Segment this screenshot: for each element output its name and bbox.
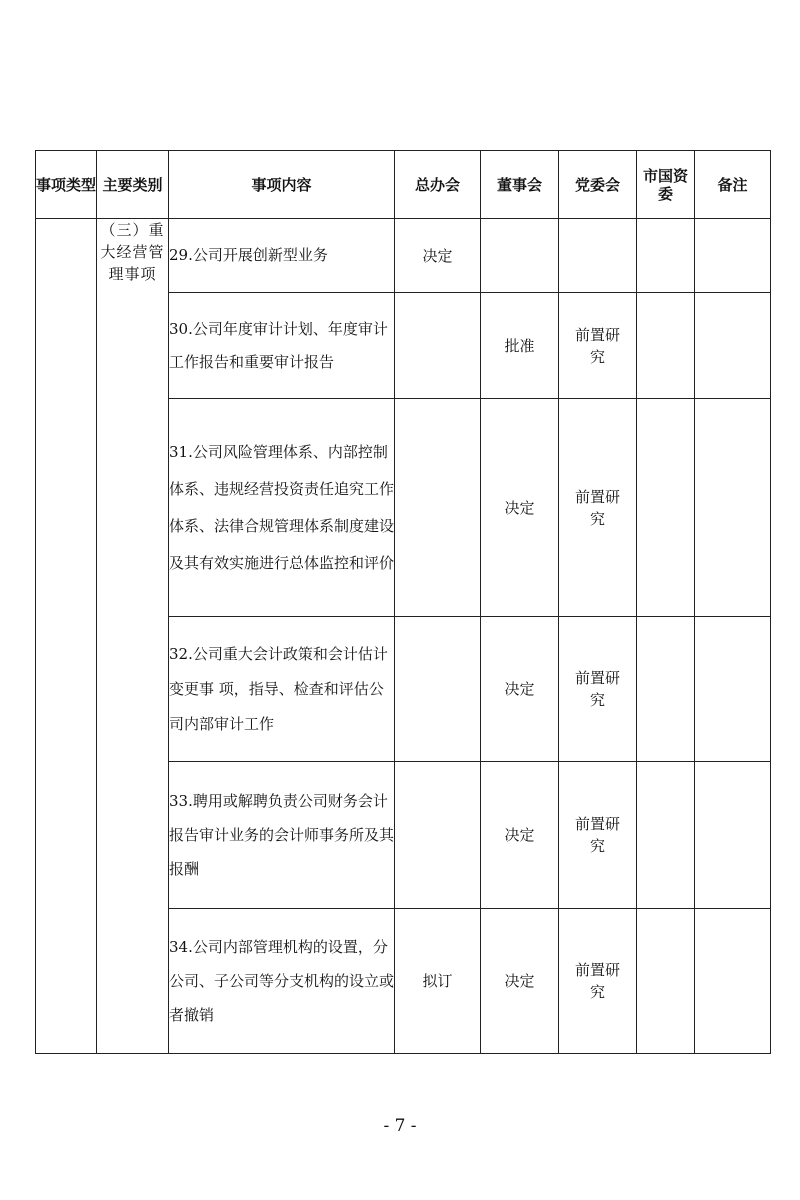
sasac-cell (637, 399, 695, 617)
content-cell: 34.公司内部管理机构的设置，分公司、子公司等分支机构的设立或者撤销 (169, 909, 395, 1054)
header-category: 主要类别 (97, 151, 169, 219)
matters-table (35, 150, 771, 1054)
header-board: 董事会 (481, 151, 559, 219)
header-remarks: 备注 (695, 151, 771, 219)
party-cell: 前置研究 (559, 293, 637, 399)
party-cell (559, 219, 637, 293)
board-cell: 批准 (481, 293, 559, 399)
gm-office-cell (395, 617, 481, 762)
content-cell: 31.公司风险管理体系、内部控制体系、违规经营投资责任追究工作体系、法律合规管理体系制度建设及其有效实施进行总体监控和评价 (169, 399, 395, 617)
sasac-cell (637, 617, 695, 762)
header-gm-office: 总办会 (395, 151, 481, 219)
gm-office-cell: 拟订 (395, 909, 481, 1054)
remarks-cell (695, 617, 771, 762)
board-cell: 决定 (481, 399, 559, 617)
remarks-cell (695, 293, 771, 399)
remarks-cell (695, 219, 771, 293)
party-cell: 前置研究 (559, 399, 637, 617)
header-sasac: 市国资委 (637, 151, 695, 219)
gm-office-cell: 决定 (395, 219, 481, 293)
header-party: 党委会 (559, 151, 637, 219)
party-cell: 前置研究 (559, 762, 637, 909)
board-cell: 决定 (481, 617, 559, 762)
category-cell: （三）重大经营管理事项 (97, 219, 169, 1054)
remarks-cell (695, 762, 771, 909)
table-row (36, 219, 771, 293)
sasac-cell (637, 293, 695, 399)
content-cell: 29.公司开展创新型业务 (169, 219, 395, 293)
type-cell (36, 219, 97, 1054)
party-cell: 前置研究 (559, 617, 637, 762)
remarks-cell (695, 399, 771, 617)
header-row (36, 151, 771, 219)
header-content: 事项内容 (169, 151, 395, 219)
gm-office-cell (395, 762, 481, 909)
gm-office-cell (395, 399, 481, 617)
board-cell: 决定 (481, 909, 559, 1054)
board-cell (481, 219, 559, 293)
sasac-cell (637, 909, 695, 1054)
remarks-cell (695, 909, 771, 1054)
content-cell: 33.聘用或解聘负责公司财务会计报告审计业务的会计师事务所及其报酬 (169, 762, 395, 909)
sasac-cell (637, 762, 695, 909)
content-cell: 32.公司重大会计政策和会计估计变更事 项，指导、检查和评估公司内部审计工作 (169, 617, 395, 762)
board-cell: 决定 (481, 762, 559, 909)
header-type: 事项类型 (36, 151, 97, 219)
content-cell: 30.公司年度审计计划、年度审计工作报告和重要审计报告 (169, 293, 395, 399)
sasac-cell (637, 219, 695, 293)
page-number: - 7 - (383, 1116, 417, 1136)
gm-office-cell (395, 293, 481, 399)
party-cell: 前置研究 (559, 909, 637, 1054)
